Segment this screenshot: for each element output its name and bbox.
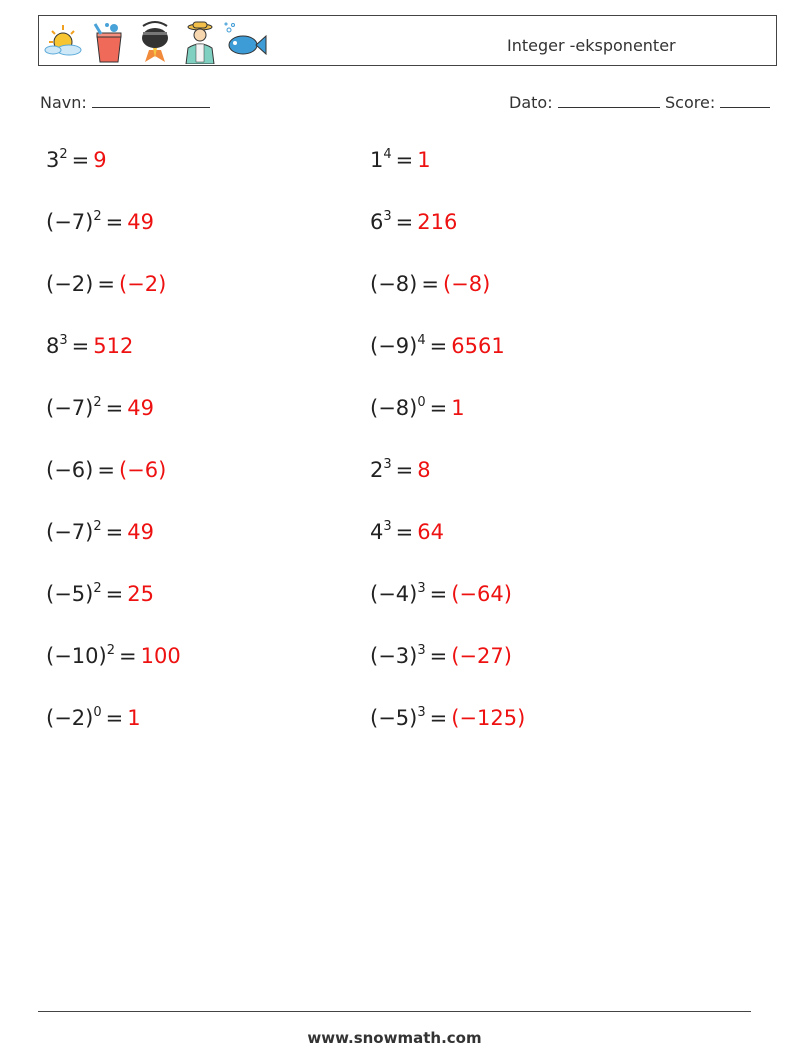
problem-exponent: 2 [59, 147, 68, 162]
problem-base: (−7) [46, 520, 94, 544]
problem-item [370, 458, 431, 482]
problem-answer: 49 [127, 520, 154, 544]
problem-exponent: 0 [417, 395, 426, 410]
problem-exponent: 3 [417, 643, 426, 658]
problem-item [46, 582, 154, 606]
problem-answer: 49 [127, 396, 154, 420]
footer-divider [38, 1011, 751, 1012]
equals-sign: = [97, 458, 115, 482]
problem-base: (−5) [370, 706, 418, 730]
equals-sign: = [421, 272, 439, 296]
problem-base: 8 [46, 334, 60, 358]
problem-base: (−8) [370, 396, 418, 420]
problem-item [370, 706, 525, 730]
problem-base: 1 [370, 148, 384, 172]
problem-answer: (−64) [451, 582, 512, 606]
problem-base: (−7) [46, 210, 94, 234]
equals-sign: = [105, 706, 124, 730]
score-label: Score: [665, 93, 716, 112]
problem-answer: 512 [93, 334, 134, 358]
problem-base: (−5) [46, 582, 94, 606]
problem-exponent: 3 [383, 209, 392, 224]
problem-exponent: 2 [93, 209, 102, 224]
problem-item [46, 272, 166, 296]
problem-item [370, 210, 457, 234]
problem-base: (−3) [370, 644, 418, 668]
problem-exponent: 3 [417, 705, 426, 720]
name-blank[interactable] [92, 93, 210, 108]
problem-item [370, 334, 505, 358]
equals-sign: = [395, 520, 414, 544]
worksheet-header [38, 15, 777, 66]
problem-item [46, 644, 181, 668]
problem-base: (−2) [46, 706, 94, 730]
equals-sign: = [118, 644, 137, 668]
name-field[interactable] [40, 93, 210, 112]
problem-exponent: 2 [106, 643, 115, 658]
equals-sign: = [395, 210, 414, 234]
problem-item [46, 396, 154, 420]
fisherman-icon [178, 20, 222, 64]
problem-answer: 49 [127, 210, 154, 234]
problem-exponent: 2 [93, 519, 102, 534]
problem-item [370, 272, 490, 296]
score-field[interactable] [665, 93, 770, 112]
problem-exponent: 2 [93, 395, 102, 410]
problem-item [46, 520, 154, 544]
problem-base: (−9) [370, 334, 418, 358]
problem-item [46, 210, 154, 234]
equals-sign: = [105, 396, 124, 420]
problem-answer: 6561 [451, 334, 505, 358]
problem-exponent: 4 [383, 147, 392, 162]
campfire-pot-icon [133, 20, 177, 64]
problem-exponent: 3 [417, 581, 426, 596]
problem-base: 2 [370, 458, 384, 482]
problem-item [46, 148, 107, 172]
problem-base: (−8) [370, 272, 418, 296]
date-field[interactable] [509, 93, 660, 112]
sun-cloud-icon [41, 20, 85, 64]
problem-item [46, 334, 133, 358]
problem-exponent: 3 [383, 519, 392, 534]
problem-base: (−7) [46, 396, 94, 420]
problem-base: (−2) [46, 272, 94, 296]
equals-sign: = [105, 210, 124, 234]
problem-item [370, 644, 512, 668]
problem-answer: 9 [93, 148, 107, 172]
problem-answer: 100 [140, 644, 181, 668]
problem-exponent: 4 [417, 333, 426, 348]
score-blank[interactable] [720, 93, 770, 108]
equals-sign: = [429, 334, 448, 358]
problem-item [370, 396, 465, 420]
equals-sign: = [429, 644, 448, 668]
equals-sign: = [395, 148, 414, 172]
problem-answer: 1 [127, 706, 141, 730]
problem-item [370, 148, 431, 172]
equals-sign: = [105, 582, 124, 606]
problem-base: (−6) [46, 458, 94, 482]
equals-sign: = [105, 520, 124, 544]
equals-sign: = [429, 706, 448, 730]
problem-answer: 1 [451, 396, 465, 420]
problem-item [46, 458, 166, 482]
problem-item [46, 706, 141, 730]
problem-answer: (−27) [451, 644, 512, 668]
problem-answer: 1 [417, 148, 431, 172]
date-blank[interactable] [558, 93, 660, 108]
worksheet-title: Integer -eksponenter [507, 36, 676, 55]
problem-exponent: 2 [93, 581, 102, 596]
problem-answer: (−2) [118, 272, 167, 296]
footer-url: www.snowmath.com [307, 1029, 482, 1047]
problem-answer: 216 [417, 210, 458, 234]
problem-answer: 8 [417, 458, 431, 482]
name-label: Navn: [40, 93, 87, 112]
equals-sign: = [71, 334, 90, 358]
equals-sign: = [97, 272, 115, 296]
problem-answer: (−8) [442, 272, 491, 296]
problem-base: 3 [46, 148, 60, 172]
problem-exponent: 3 [59, 333, 68, 348]
problem-answer: 25 [127, 582, 154, 606]
equals-sign: = [429, 396, 448, 420]
date-label: Dato: [509, 93, 553, 112]
problem-item [370, 582, 512, 606]
problem-base: 4 [370, 520, 384, 544]
fish-icon [223, 20, 267, 64]
problem-answer: (−125) [451, 706, 526, 730]
problem-base: (−10) [46, 644, 107, 668]
problem-base: 6 [370, 210, 384, 234]
beach-bucket-icon [87, 20, 131, 64]
problem-exponent: 3 [383, 457, 392, 472]
problem-answer: 64 [417, 520, 444, 544]
problem-exponent: 0 [93, 705, 102, 720]
problem-answer: (−6) [118, 458, 167, 482]
problem-base: (−4) [370, 582, 418, 606]
equals-sign: = [429, 582, 448, 606]
problem-item [370, 520, 444, 544]
equals-sign: = [71, 148, 90, 172]
equals-sign: = [395, 458, 414, 482]
